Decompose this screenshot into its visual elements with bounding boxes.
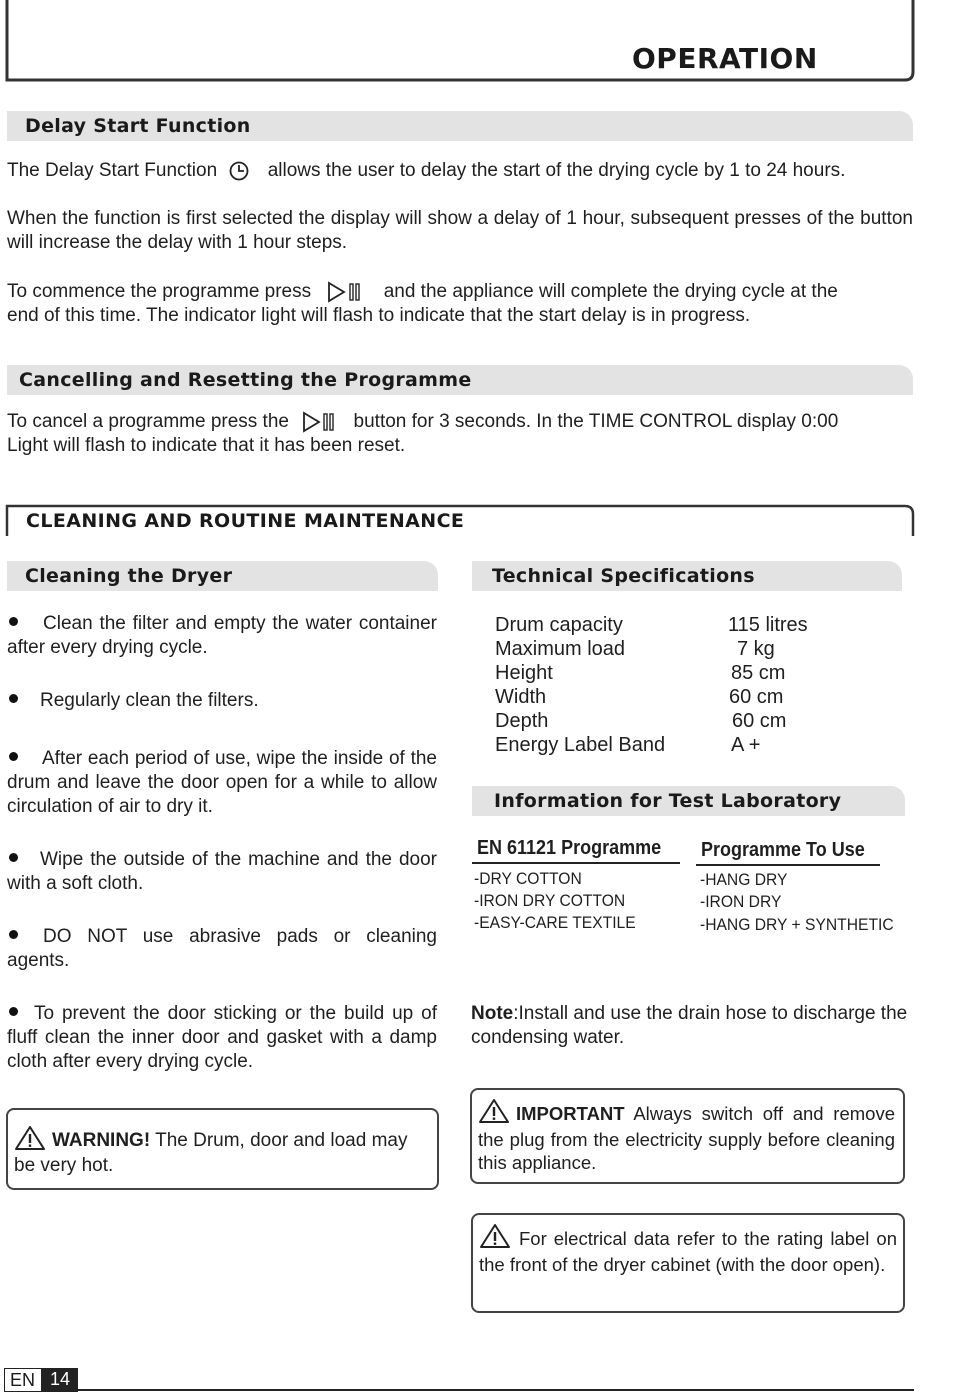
electrical-data-box: For electrical data refer to the rating label on the front of the dryer cabinet (with the door open). bbox=[471, 1213, 905, 1313]
bullet-item: After each period of use, wipe the inside of the drum and leave the door open for a while to allow circulation of air to dry it. bbox=[7, 748, 437, 817]
start-pause-icon bbox=[324, 280, 372, 304]
bullet-item: Wipe the outside of the machine and the door with a soft cloth. bbox=[7, 849, 437, 894]
maintenance-heading: CLEANING AND ROUTINE MAINTENANCE bbox=[26, 510, 465, 532]
delay-paragraph-3: To commence the programme press and the appliance will complete the drying cycle at the bbox=[7, 281, 838, 303]
page-title: OPERATION bbox=[632, 42, 818, 75]
spec-value: 115 litres bbox=[728, 614, 808, 636]
spec-value: A + bbox=[731, 734, 761, 756]
lab-col2-heading: Programme To Use bbox=[701, 839, 865, 861]
tech-specs-heading: Technical Specifications bbox=[472, 561, 902, 591]
warning-icon bbox=[478, 1098, 510, 1124]
lab-col1-underline bbox=[472, 862, 680, 864]
clock-icon bbox=[224, 159, 254, 183]
footer-page-number: 14 bbox=[42, 1368, 78, 1392]
bullet-item: Regularly clean the filters. bbox=[7, 689, 437, 713]
footer-rule bbox=[78, 1389, 914, 1391]
delay-paragraph-3-cont: end of this time. The indicator light will flash to indicate that the start delay is in progress. bbox=[7, 305, 751, 326]
spec-label: Maximum load bbox=[495, 638, 626, 660]
cleaning-dryer-heading: Cleaning the Dryer bbox=[7, 561, 438, 591]
spec-value: 60 cm bbox=[732, 710, 787, 732]
spec-label: Drum capacity bbox=[495, 614, 623, 636]
cancel-paragraph-cont: Light will flash to indicate that it has been reset. bbox=[7, 435, 406, 456]
spec-label: Energy Label Band bbox=[495, 734, 666, 756]
delay-paragraph-1: The Delay Start Function allows the user to delay the start of the drying cycle by 1 to 24 hours. bbox=[7, 160, 846, 182]
lab-col2-item: -HANG DRY bbox=[700, 870, 788, 889]
start-pause-icon bbox=[300, 410, 344, 434]
bullet-item: DO NOT use abrasive pads or cleaning agents. bbox=[7, 926, 437, 971]
lab-col1-item: -EASY-CARE TEXTILE bbox=[474, 913, 636, 932]
lab-col2-item: -IRON DRY bbox=[700, 892, 782, 911]
section-heading-cancel: Cancelling and Resetting the Programme bbox=[7, 365, 913, 395]
spec-label: Width bbox=[495, 686, 547, 708]
lab-col2-item: -HANG DRY + SYNTHETIC bbox=[700, 915, 894, 934]
warning-icon bbox=[479, 1223, 511, 1249]
lab-col1-item: -IRON DRY COTTON bbox=[474, 891, 626, 910]
footer-language: EN bbox=[4, 1368, 42, 1392]
drain-hose-note: Note:Install and use the drain hose to discharge the condensing water. bbox=[471, 1003, 908, 1048]
spec-value: 60 cm bbox=[729, 686, 784, 708]
cancel-paragraph: To cancel a programme press the button for 3 seconds. In the TIME CONTROL display 0:00 bbox=[7, 411, 839, 433]
delay-paragraph-2: When the function is first selected the display will show a delay of 1 hour, subsequent presses of the button will increase the delay with 1 hour steps. bbox=[7, 208, 913, 253]
spec-value: 7 kg bbox=[737, 638, 775, 660]
lab-col1-heading: EN 61121 Programme bbox=[477, 837, 662, 859]
test-lab-heading: Information for Test Laboratory bbox=[472, 786, 905, 816]
spec-label: Height bbox=[495, 662, 553, 684]
warning-box: WARNING! The Drum, door and load may be very hot. bbox=[6, 1108, 439, 1190]
bullet-item: Clean the filter and empty the water container after every drying cycle. bbox=[7, 613, 437, 658]
spec-value: 85 cm bbox=[731, 662, 786, 684]
spec-label: Depth bbox=[495, 710, 549, 732]
section-heading-delay: Delay Start Function bbox=[7, 111, 913, 141]
lab-col2-underline bbox=[696, 864, 880, 866]
lab-col1-item: -DRY COTTON bbox=[474, 869, 582, 888]
important-box: IMPORTANT Always switch off and remove the plug from the electricity supply before cleaning this appliance. bbox=[470, 1088, 905, 1184]
warning-icon bbox=[14, 1125, 46, 1151]
bullet-item: To prevent the door sticking or the build up of fluff clean the inner door and gasket with a damp cloth after every drying cycle. bbox=[7, 1003, 437, 1072]
